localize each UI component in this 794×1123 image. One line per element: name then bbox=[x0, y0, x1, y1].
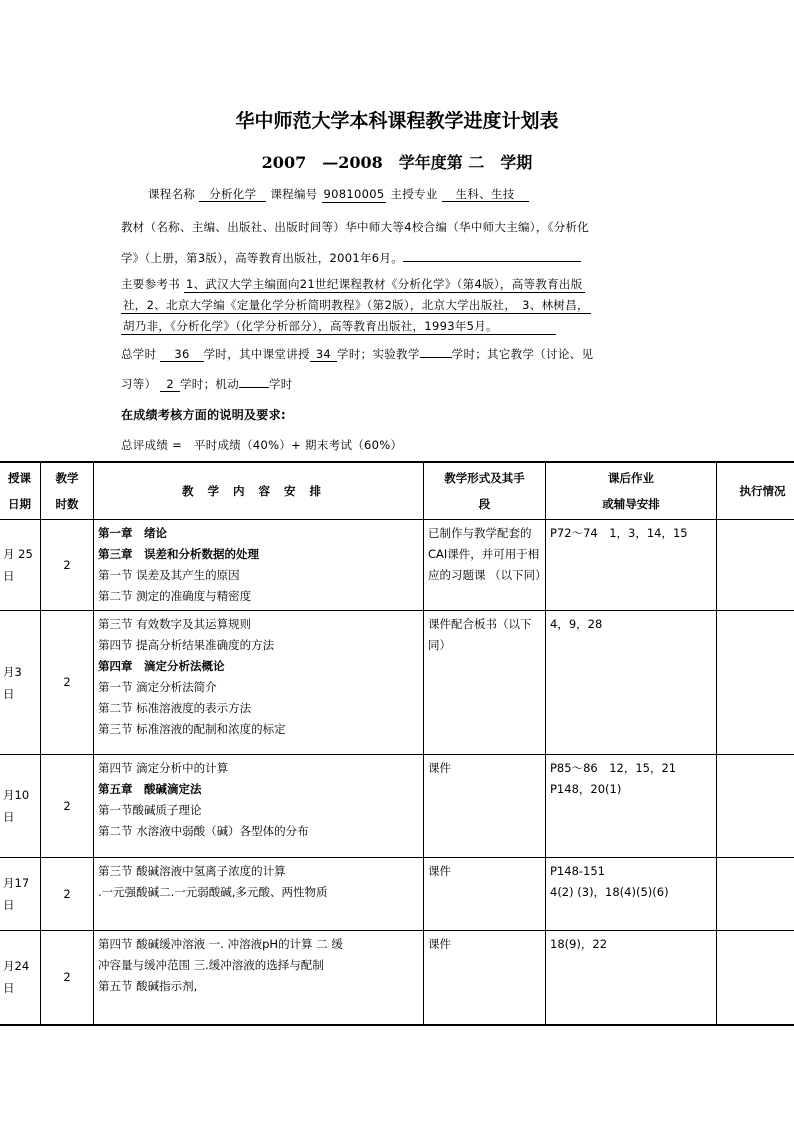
total-hours-label: 总学时 bbox=[121, 347, 157, 361]
other-hours-prefix: 习等） bbox=[121, 377, 157, 391]
row-status bbox=[717, 755, 794, 858]
references-label: 主要参考书 bbox=[121, 277, 180, 291]
row-date: 月3 日 bbox=[0, 611, 41, 755]
header-method-line-2: 段 bbox=[478, 497, 491, 511]
other-hours: 2 bbox=[160, 377, 180, 392]
flex-hours bbox=[239, 375, 269, 388]
row-status bbox=[717, 520, 794, 611]
row-hours: 2 bbox=[41, 755, 94, 858]
major-label: 主授专业 bbox=[390, 187, 438, 201]
row-hours: 2 bbox=[41, 520, 94, 611]
course-name-label: 课程名称 bbox=[148, 187, 196, 201]
textbook-line-2 bbox=[121, 249, 581, 266]
lab-hours bbox=[420, 345, 452, 358]
content-line: 冲容量与缓冲范围 三.缓冲溶液的选择与配制 bbox=[98, 958, 324, 972]
row-date: 月10 日 bbox=[0, 755, 41, 858]
row-method: 课件 bbox=[424, 755, 546, 858]
major: 生科、生技 bbox=[442, 187, 529, 202]
header-content: 教学内容安排 bbox=[94, 462, 424, 520]
row-content bbox=[94, 520, 424, 611]
row-homework bbox=[546, 858, 717, 931]
row-date: 月24 日 bbox=[0, 931, 41, 1025]
header-hours-line-1: 教学 bbox=[55, 471, 79, 485]
table-header-row bbox=[0, 462, 794, 520]
content-line: 第四节 滴定分析中的计算 bbox=[98, 761, 229, 775]
table-row bbox=[0, 611, 794, 755]
course-code: 90810005 bbox=[323, 187, 385, 201]
homework-line: P85～86 12，15，21 bbox=[550, 761, 677, 775]
row-homework bbox=[546, 755, 717, 858]
content-line: 第五章 酸碱滴定法 bbox=[98, 782, 202, 796]
content-line: 第一节 误差及其产生的原因 bbox=[98, 568, 240, 582]
academic-term: 2007 —2008 学年度第 二 学期 bbox=[261, 153, 533, 172]
content-line: 第二节 测定的准确度与精密度 bbox=[98, 589, 252, 603]
header-hours-line-2: 时数 bbox=[55, 497, 79, 511]
row-method: 课件配合板书（以下同） bbox=[424, 611, 546, 755]
content-line: 第二节 标准溶液度的表示方法 bbox=[98, 701, 252, 715]
total-hours: 36 bbox=[160, 347, 203, 362]
content-line: 第一章 绪论 bbox=[98, 526, 167, 540]
course-name: 分析化学 bbox=[199, 187, 266, 202]
content-line: 第三节 酸碱溶液中氢离子浓度的计算 bbox=[98, 864, 286, 878]
content-line: 第三节 标准溶液的配制和浓度的标定 bbox=[98, 722, 286, 736]
references-text-3: 胡乃非，《分析化学》（化学分析部分），高等教育出版社，1993年5月。 bbox=[121, 319, 556, 335]
homework-line: 18(9)，22 bbox=[550, 937, 608, 951]
row-method: 已制作与教学配套的CAI课件，并可用于相应的习题课 （以下同） bbox=[424, 520, 546, 611]
row-hours: 2 bbox=[41, 611, 94, 755]
content-line: 第三章 误差和分析数据的处理 bbox=[98, 547, 259, 561]
references-text-2: 社，2、北京大学编《定量化学分析简明教程》（第2版），北京大学出版社， 3、林树昌， bbox=[123, 298, 589, 312]
content-line: .一元强酸碱二.一元弱酸碱,多元酸、两性物质 bbox=[98, 885, 328, 899]
homework-line: 4，9，28 bbox=[550, 617, 603, 631]
references-line-2 bbox=[121, 297, 591, 313]
table-row bbox=[0, 931, 794, 1025]
row-homework bbox=[546, 611, 717, 755]
row-method: 课件 bbox=[424, 931, 546, 1025]
homework-line: P72～74 1，3，14，15 bbox=[550, 526, 688, 540]
header-method-line-1: 教学形式及其手 bbox=[444, 471, 525, 485]
textbook-blank bbox=[403, 249, 581, 262]
assessment-text: 总评成绩 = 平时成绩（40%）+ 期末考试（60%） bbox=[121, 438, 403, 452]
row-date: 月17 日 bbox=[0, 858, 41, 931]
row-status bbox=[717, 611, 794, 755]
hours-line-1 bbox=[121, 345, 593, 362]
table-row bbox=[0, 755, 794, 858]
row-method: 课件 bbox=[424, 858, 546, 931]
row-homework bbox=[546, 520, 717, 611]
references-text-1: 1、武汉大学主编面向21世纪课程教材《分析化学》（第4版），高等教育出版 bbox=[185, 277, 583, 291]
content-line: 第四章 滴定分析法概论 bbox=[98, 659, 225, 673]
textbook-line-1: 教材（名称、主编、出版社、出版时间等）华中师大等4校合编（华中师大主编），《分析化 bbox=[121, 220, 590, 234]
content-line: 第四节 提高分析结果准确度的方法 bbox=[98, 638, 275, 652]
lecture-hours-label: 学时，其中课堂讲授 bbox=[203, 347, 310, 361]
references-line-3 bbox=[121, 318, 556, 334]
textbook-line-2-text: 学》（上册，第3版），高等教育出版社，2001年6月。 bbox=[121, 251, 403, 265]
assessment-heading: 在成绩考核方面的说明及要求: bbox=[121, 408, 286, 422]
table-row bbox=[0, 520, 794, 611]
hours-end-label: 学时 bbox=[269, 377, 293, 391]
hours-line-2 bbox=[121, 375, 293, 392]
other-hours-label: 学时；其它教学（讨论、见 bbox=[451, 347, 594, 361]
homework-line: P148-151 bbox=[550, 864, 605, 878]
references-line-1 bbox=[121, 276, 585, 292]
lecture-hours: 34 bbox=[310, 347, 337, 362]
header-method bbox=[424, 462, 546, 520]
row-hours: 2 bbox=[41, 858, 94, 931]
table-row bbox=[0, 858, 794, 931]
lab-hours-label: 学时；实验教学 bbox=[337, 347, 420, 361]
header-hours bbox=[41, 462, 94, 520]
schedule-table bbox=[0, 461, 794, 1026]
header-homework-line-1: 课后作业 bbox=[608, 471, 654, 485]
page-title: 华中师范大学本科课程教学进度计划表 bbox=[235, 110, 559, 132]
row-homework bbox=[546, 931, 717, 1025]
row-date: 月 25 日 bbox=[0, 520, 41, 611]
header-date-line-1: 授课 bbox=[8, 471, 31, 485]
content-line: 第四节 酸碱缓冲溶液 一. 冲溶液pH的计算 二 缓 bbox=[98, 937, 343, 951]
flex-hours-label: 学时；机动 bbox=[180, 377, 239, 391]
row-content bbox=[94, 755, 424, 858]
homework-line: P148，20(1) bbox=[550, 782, 622, 796]
row-content bbox=[94, 858, 424, 931]
row-content bbox=[94, 611, 424, 755]
homework-line: 4(2) (3)，18(4)(5)(6) bbox=[550, 885, 669, 899]
header-status: 执行情况 bbox=[717, 462, 794, 520]
row-status bbox=[717, 931, 794, 1025]
header-homework bbox=[546, 462, 717, 520]
course-code-label: 课程编号 bbox=[270, 187, 318, 201]
content-line: 第一节 滴定分析法简介 bbox=[98, 680, 217, 694]
content-line: 第五节 酸碱指示剂, bbox=[98, 979, 198, 993]
content-line: 第三节 有效数字及其运算规则 bbox=[98, 617, 252, 631]
course-info-line bbox=[148, 186, 529, 202]
content-line: 第一节酸碱质子理论 bbox=[98, 803, 202, 817]
row-content bbox=[94, 931, 424, 1025]
row-hours: 2 bbox=[41, 931, 94, 1025]
header-date-line-2: 日期 bbox=[8, 497, 31, 511]
row-status bbox=[717, 858, 794, 931]
header-date bbox=[0, 462, 41, 520]
content-line: 第二节 水溶液中弱酸（碱）各型体的分布 bbox=[98, 824, 309, 838]
header-homework-line-2: 或辅导安排 bbox=[602, 497, 660, 511]
